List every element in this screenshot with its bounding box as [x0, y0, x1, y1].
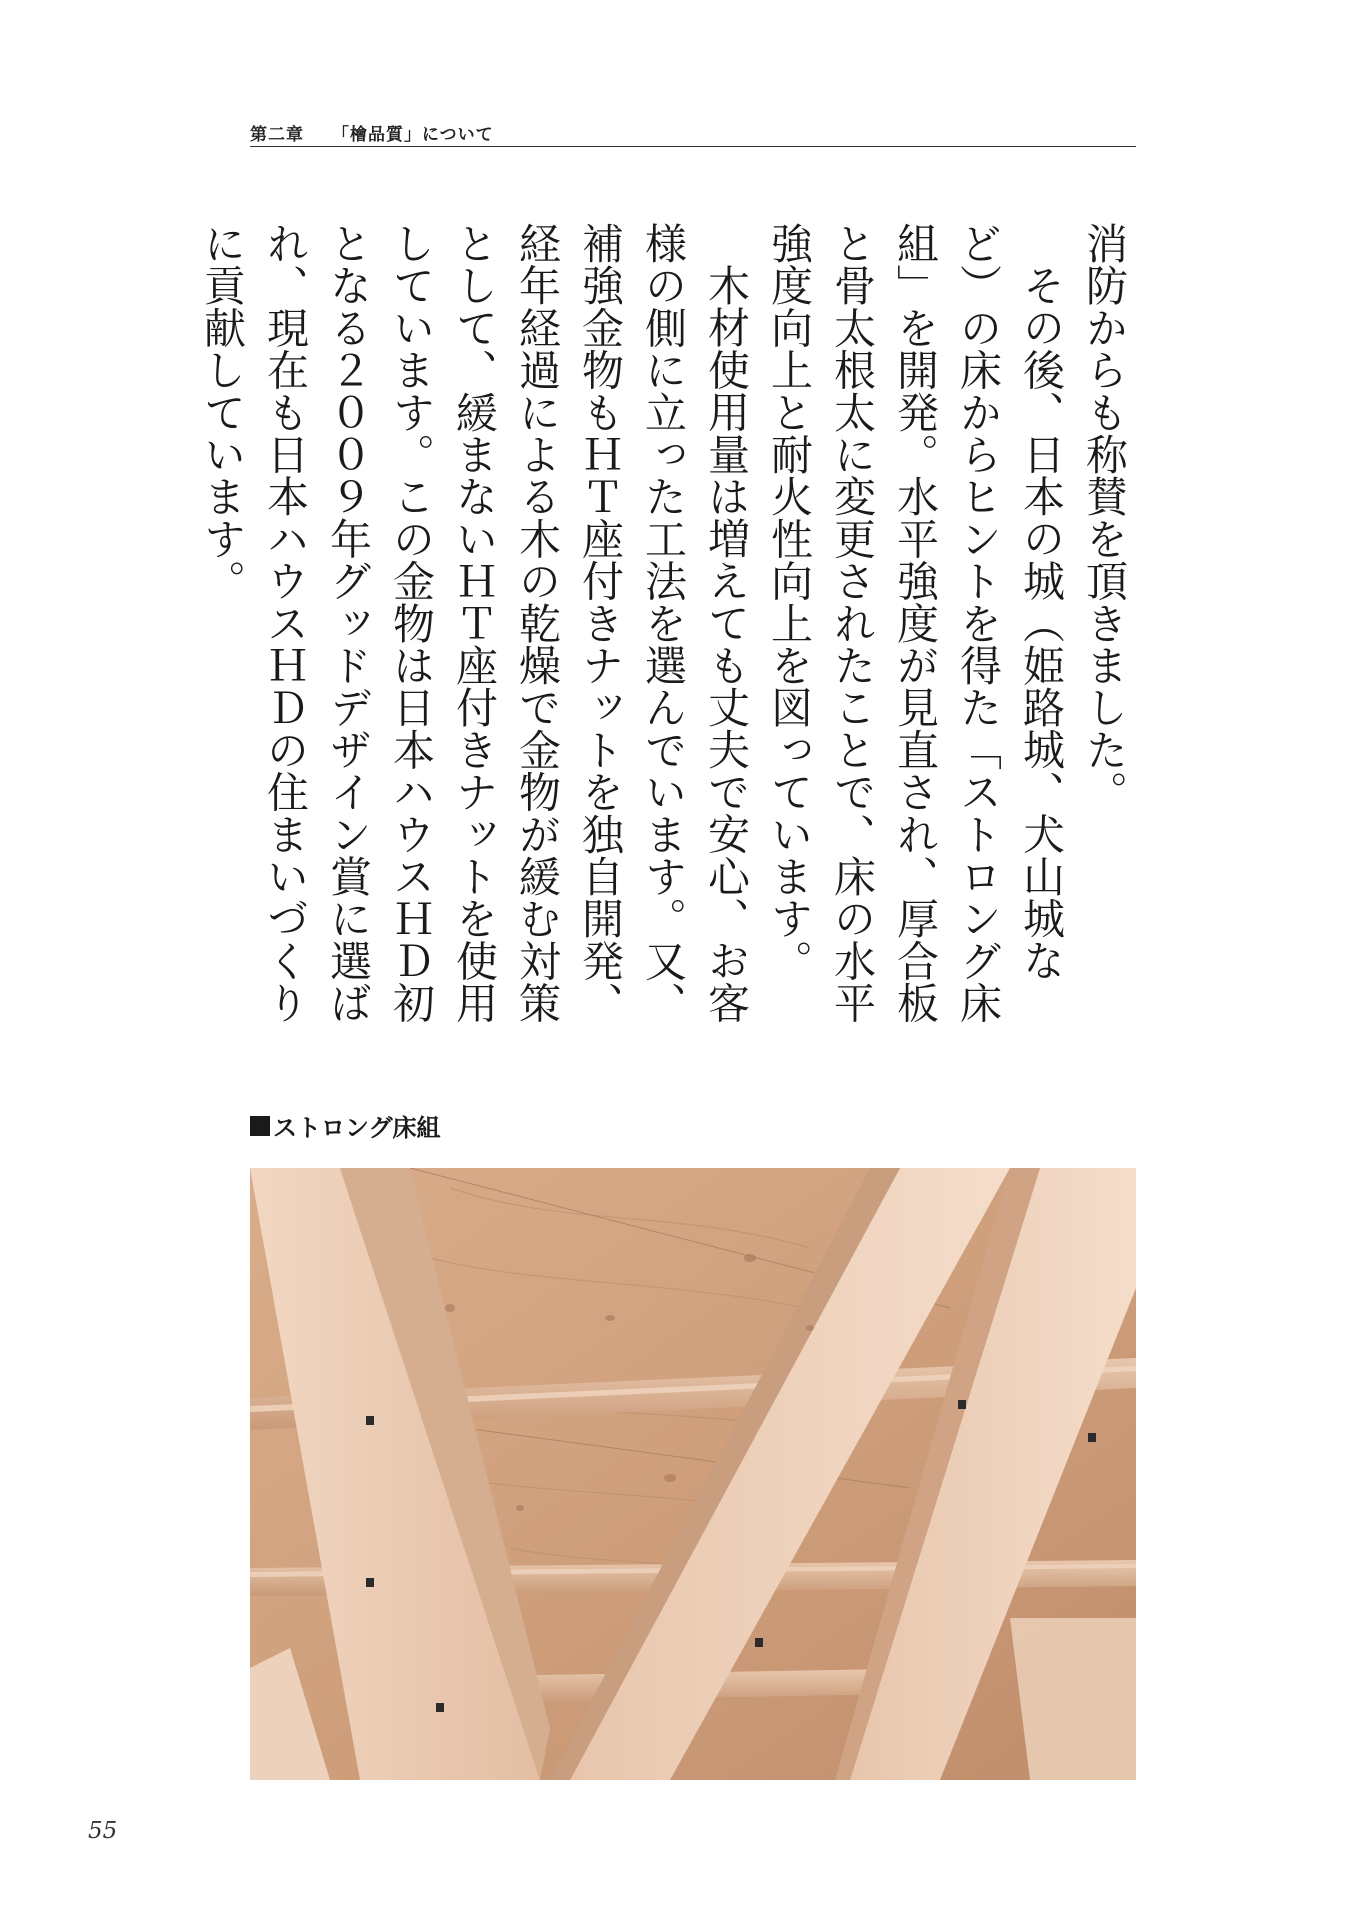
figure-caption-text: ストロング床組: [273, 1114, 441, 1142]
chapter-label: 第二章: [250, 125, 304, 145]
body-text: [198, 222, 1136, 1042]
paragraph: 木材使用量は増えても丈夫で安心、お客様の側に立った工法を選んでいます。又、補強金物もＨＴ座付きナットを独自開発、経年経過による木の乾燥で金物が緩む対策として、緩まないＨＴ座付きナットを使用しています。この金物は日本ハウスＨＤ初となる２００９年グッドデザイン賞に選ばれ、現在も日本ハウスＨＤの住まいづくりに貢献しています。: [198, 222, 751, 1024]
section-title: 「檜品質」について: [332, 125, 494, 145]
page-number: 55: [88, 1818, 118, 1844]
figure-caption: [250, 1108, 441, 1143]
paragraph: 消防からも称賛を頂きました。: [1080, 222, 1129, 813]
running-head: [250, 116, 1136, 147]
paragraph: その後、日本の城（姫路城、犬山城など）の床からヒントを得た「ストロング床組」を開発。水平強度が見直され、厚合板と骨太根太に変更されたことで、床の水平強度向上と耐火性向上を図っています。: [765, 222, 1066, 1024]
floor-structure-photo: [250, 1168, 1136, 1780]
caption-square-icon: [250, 1116, 270, 1136]
